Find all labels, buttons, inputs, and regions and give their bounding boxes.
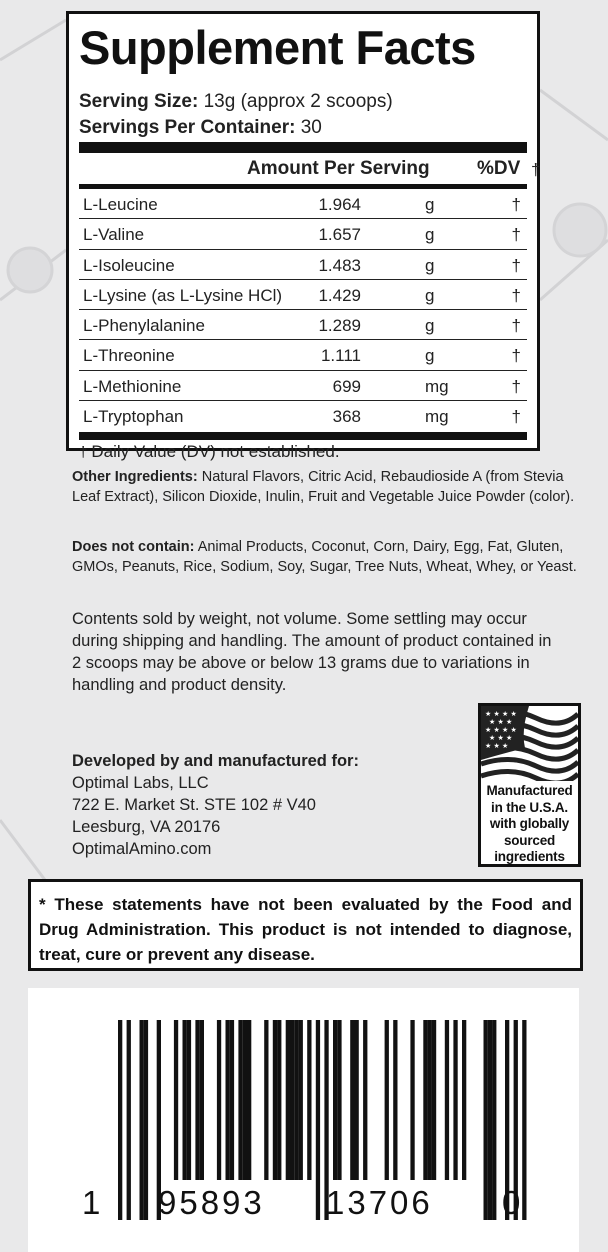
barcode-bar xyxy=(286,1020,290,1180)
usa-badge-line3: with globally xyxy=(489,816,570,831)
barcode-bar xyxy=(264,1020,268,1180)
barcode-bar xyxy=(307,1020,311,1180)
manufacturer-heading: Developed by and manufactured for: xyxy=(72,752,359,770)
barcode-bars xyxy=(28,988,579,1252)
barcode-bar xyxy=(428,1020,432,1180)
serving-size-value: 13g (approx 2 scoops) xyxy=(203,91,393,112)
dv-header-dagger: † xyxy=(531,160,541,179)
nutrient-unit: g xyxy=(425,316,435,336)
does-not-contain-text: Animal Products, Coconut, Corn, Dairy, Egg, Fat, Gluten, GMOs, Peanuts, Rice, Sodium, Soy, Sugar, Tree Nuts, Wheat, Whey, or Yeast. xyxy=(72,539,577,575)
barcode-bar xyxy=(337,1020,341,1180)
nutrient-dv: † xyxy=(511,285,521,305)
barcode-bar xyxy=(127,1020,131,1220)
barcode-bar xyxy=(432,1020,436,1180)
barcode-digit-first: 1 xyxy=(82,1184,101,1221)
servings-per-container xyxy=(79,116,322,140)
nutrient-dv: † xyxy=(511,346,521,366)
nutrient-unit: mg xyxy=(425,407,449,427)
nutrient-unit: g xyxy=(425,195,435,214)
nutrient-name: L-Tryptophan xyxy=(83,407,184,427)
manufacturer-address-line1: 722 E. Market St. STE 102 # V40 xyxy=(72,796,316,814)
supplement-facts-panel xyxy=(66,11,541,461)
american-flag-icon xyxy=(481,706,578,781)
serving-size-label: Serving Size: xyxy=(79,91,199,112)
other-ingredients-label: Other Ingredients: xyxy=(72,469,198,485)
svg-text:★ ★ ★ ★: ★ ★ ★ ★ xyxy=(485,710,517,718)
barcode-bar xyxy=(393,1020,397,1180)
nutrient-dv: † xyxy=(511,376,521,396)
made-in-usa-badge xyxy=(478,703,581,867)
nutrient-dv: † xyxy=(511,255,521,275)
usa-badge-line1: Manufactured xyxy=(486,783,573,798)
amount-per-serving-header: Amount Per Serving xyxy=(247,158,430,179)
barcode-bar xyxy=(273,1020,277,1180)
nutrient-name: L-Phenylalanine xyxy=(83,316,205,336)
barcode-bar xyxy=(522,1020,526,1220)
thick-divider xyxy=(79,142,527,153)
barcode-bar xyxy=(363,1020,367,1180)
manufacturer-block xyxy=(72,750,359,860)
barcode-bar xyxy=(385,1020,389,1180)
servings-per-value: 30 xyxy=(300,117,322,138)
barcode-bar xyxy=(453,1020,457,1180)
manufacturer-website: OptimalAmino.com xyxy=(72,840,212,858)
other-ingredients xyxy=(72,467,592,507)
nutrient-name: L-Leucine xyxy=(83,195,158,214)
barcode-bar xyxy=(174,1020,178,1180)
nutrient-unit: g xyxy=(425,225,435,245)
nutrient-dv: † xyxy=(511,316,521,336)
nutrient-amount: 1.657 xyxy=(318,225,361,245)
barcode-bar xyxy=(277,1020,281,1180)
barcode xyxy=(28,988,579,1252)
nutrient-unit: g xyxy=(425,255,435,275)
barcode-bar xyxy=(226,1020,230,1180)
dv-footnote xyxy=(79,442,340,462)
barcode-bar xyxy=(195,1020,199,1180)
barcode-bar xyxy=(299,1020,303,1180)
usa-badge-line2: in the U.S.A. xyxy=(491,799,568,815)
nutrient-name: L-Methionine xyxy=(83,376,182,396)
barcode-bar xyxy=(484,1020,488,1220)
nutrient-dv: † xyxy=(511,195,521,214)
footnote-text: Daily Value (DV) not established. xyxy=(91,442,340,461)
nutrient-amount: 1.429 xyxy=(318,285,361,305)
barcode-bar xyxy=(144,1020,148,1220)
barcode-bar xyxy=(316,1020,320,1220)
barcode-bar xyxy=(333,1020,337,1180)
nutrient-name: L-Threonine xyxy=(83,346,175,366)
barcode-bar xyxy=(355,1020,359,1180)
usa-badge-line4: sourced xyxy=(503,832,556,848)
svg-text:★ ★ ★: ★ ★ ★ xyxy=(485,742,509,750)
other-ingredients-text: Natural Flavors, Citric Acid, Rebaudioside A (from Stevia Leaf Extract), Silicon Dioxide, Inulin, Fruit and Vegetable Juice Powder (color). xyxy=(72,469,575,505)
facts-title: Supplement Facts xyxy=(79,21,476,74)
nutrient-row xyxy=(79,401,527,431)
nutrient-amount: 1.289 xyxy=(318,316,361,336)
usa-badge-text xyxy=(481,783,578,866)
nutrient-name: L-Isoleucine xyxy=(83,255,175,275)
barcode-bar xyxy=(238,1020,242,1180)
nutrient-row xyxy=(79,250,527,280)
nutrient-row xyxy=(79,340,527,370)
nutrient-amount: 699 xyxy=(332,376,361,396)
nutrient-row xyxy=(79,310,527,340)
barcode-bar xyxy=(243,1020,247,1180)
barcode-bar xyxy=(462,1020,466,1180)
nutrient-amount: 368 xyxy=(332,407,361,427)
nutrient-name: L-Lysine (as L-Lysine HCl) xyxy=(83,285,283,305)
nutrient-unit: mg xyxy=(425,376,449,396)
nutrient-row xyxy=(79,189,527,219)
footnote-dagger: † xyxy=(79,444,88,461)
nutrient-amount: 1.964 xyxy=(318,195,361,214)
barcode-bar xyxy=(492,1020,496,1220)
barcode-group-right: 13706 xyxy=(326,1184,433,1221)
barcode-bar xyxy=(183,1020,187,1180)
nutrient-row xyxy=(79,219,527,249)
nutrient-amount: 1.111 xyxy=(320,346,361,366)
servings-per-label: Servings Per Container: xyxy=(79,117,296,138)
bottom-divider xyxy=(79,432,527,440)
barcode-bar xyxy=(187,1020,191,1180)
nutrient-dv: † xyxy=(511,407,521,427)
barcode-digit-last: 0 xyxy=(502,1184,521,1221)
usa-badge-line5: ingredients xyxy=(494,849,565,864)
nutrient-dv: † xyxy=(511,225,521,245)
barcode-bar xyxy=(410,1020,414,1180)
barcode-bar xyxy=(294,1020,298,1180)
barcode-bar xyxy=(247,1020,251,1180)
svg-text:★ ★ ★: ★ ★ ★ xyxy=(489,734,513,742)
nutrient-amount: 1.483 xyxy=(318,255,361,275)
nutrient-row xyxy=(79,371,527,401)
barcode-bar xyxy=(350,1020,354,1180)
svg-text:★ ★ ★ ★: ★ ★ ★ ★ xyxy=(485,726,517,734)
barcode-bar xyxy=(230,1020,234,1180)
manufacturer-name: Optimal Labs, LLC xyxy=(72,774,209,792)
nutrient-rows xyxy=(79,189,527,431)
barcode-bar xyxy=(488,1020,492,1220)
serving-size xyxy=(79,90,393,114)
fda-disclaimer: * These statements have not been evaluated by the Food and Drug Administration. This product is not intended to diagnose, treat, cure or prevent any disease. xyxy=(28,879,583,971)
nutrient-unit: g xyxy=(425,346,435,366)
does-not-contain xyxy=(72,537,592,577)
does-not-contain-label: Does not contain: xyxy=(72,539,195,555)
barcode-bar xyxy=(445,1020,449,1180)
barcode-bar xyxy=(200,1020,204,1180)
nutrient-unit: g xyxy=(425,285,435,305)
nutrient-name: L-Valine xyxy=(83,225,145,245)
barcode-bar xyxy=(217,1020,221,1180)
manufacturer-address-line2: Leesburg, VA 20176 xyxy=(72,818,221,836)
svg-text:★ ★ ★: ★ ★ ★ xyxy=(489,718,513,726)
barcode-group-left: 95893 xyxy=(158,1184,265,1221)
contents-note: Contents sold by weight, not volume. Some settling may occur during shipping and handling. The amount of product contained in 2 scoops may be above or below 13 grams due to variations in handling and product density. xyxy=(72,610,552,694)
barcode-bar xyxy=(423,1020,427,1180)
barcode-bar xyxy=(290,1020,294,1180)
barcode-bar xyxy=(118,1020,122,1220)
nutrient-row xyxy=(79,280,527,310)
dv-header: %DV xyxy=(477,158,521,179)
barcode-bar xyxy=(140,1020,144,1220)
